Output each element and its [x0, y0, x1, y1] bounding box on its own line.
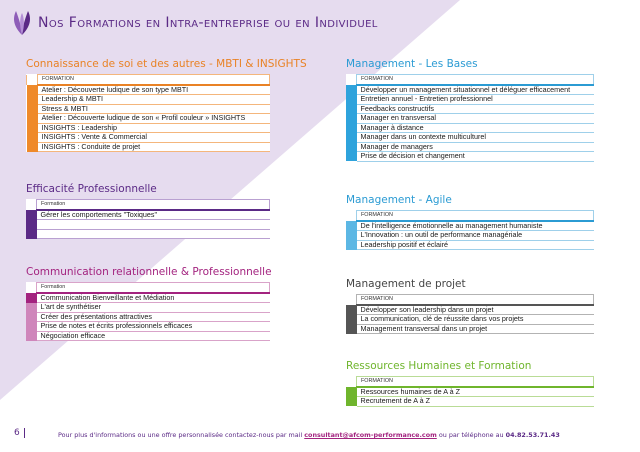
section-title: Communication relationnelle & Professionnelle	[26, 266, 272, 278]
table-header: Formation	[37, 200, 270, 210]
table-row: Entretien annuel - Entretien professionnel	[346, 95, 594, 105]
table-row: Management transversal dans un projet	[346, 324, 594, 334]
table-row: Atelier : Découverte ludique de son type MBTI	[27, 85, 270, 95]
section-efficacite	[26, 183, 270, 239]
table-row	[26, 220, 270, 230]
table-row: De l'intelligence émotionnelle au management humaniste	[346, 221, 594, 231]
formation-table	[346, 210, 594, 250]
table-row: Développer un management situationnel et déléguer efficacement	[346, 85, 594, 95]
table-row: Communication Bienveillante et Médiation	[26, 293, 270, 303]
section-title: Management - Les Bases	[346, 58, 478, 70]
section-communication	[26, 266, 270, 341]
table-row: Prise de décision et changement	[346, 152, 594, 162]
section-management-agile	[346, 194, 594, 250]
table-row: Prise de notes et écrits professionnels efficaces	[26, 322, 270, 332]
table-header: FORMATION	[38, 75, 270, 85]
table-row: Leadership positif et éclairé	[346, 240, 594, 250]
table-row: INSIGHTS : Conduite de projet	[27, 142, 270, 152]
section-ressources-humaines	[346, 360, 594, 407]
formation-table	[26, 74, 270, 152]
table-row: Manager à distance	[346, 123, 594, 133]
formation-table	[346, 294, 594, 334]
page-number: 6	[14, 428, 25, 438]
formation-table	[26, 282, 270, 341]
table-header: FORMATION	[357, 211, 594, 221]
section-mbti	[26, 58, 307, 152]
table-row: Leadership & MBTI	[27, 95, 270, 105]
table-row: Négociation efficace	[26, 331, 270, 341]
section-title: Efficacité Professionnelle	[26, 183, 157, 195]
page-footer	[0, 427, 640, 445]
table-row: Ressources humaines de A à Z	[346, 387, 594, 397]
table-row: Gérer les comportements "Toxiques"	[26, 210, 270, 220]
section-title: Management de projet	[346, 278, 466, 290]
section-management-projet	[346, 278, 594, 334]
table-header: FORMATION	[357, 295, 594, 305]
table-row: Recrutement de A à Z	[346, 397, 594, 407]
table-row: Développer son leadership dans un projet	[346, 305, 594, 315]
table-row: Atelier : Découverte ludique de son « Profil couleur » INSIGHTS	[27, 114, 270, 124]
table-row: Feedbacks constructifs	[346, 104, 594, 114]
section-management-bases	[346, 58, 594, 162]
section-title: Connaissance de soi et des autres - MBTI & INSIGHTS	[26, 58, 307, 70]
table-row: La communication, clé de réussite dans vos projets	[346, 315, 594, 325]
table-row: INSIGHTS : Vente & Commercial	[27, 133, 270, 143]
formation-table	[346, 74, 594, 162]
table-header: Formation	[37, 283, 270, 293]
page-title: Nos Formations en Intra-entreprise ou en Individuel	[38, 15, 378, 31]
section-title: Management - Agile	[346, 194, 452, 206]
phone-number: 04.82.53.71.43	[505, 431, 560, 439]
email-link[interactable]: consultant@afcom-performance.com	[304, 431, 437, 439]
table-row: INSIGHTS : Leadership	[27, 123, 270, 133]
table-header: FORMATION	[357, 75, 594, 85]
table-row: Manager en transversal	[346, 114, 594, 124]
table-header: FORMATION	[357, 377, 594, 387]
section-title: Ressources Humaines et Formation	[346, 360, 532, 372]
table-row: L'Innovation : un outil de performance managériale	[346, 231, 594, 241]
lotus-logo-icon	[10, 9, 34, 37]
table-row: Créer des présentations attractives	[26, 312, 270, 322]
table-row: Stress & MBTI	[27, 104, 270, 114]
footer-text: Pour plus d'informations ou une offre personnalisée contactez-nous par mail	[58, 431, 303, 439]
formation-table	[26, 199, 270, 239]
footer-text-2: ou par téléphone au	[438, 431, 504, 439]
table-row: L'art de synthétiser	[26, 303, 270, 313]
table-row	[26, 229, 270, 239]
footer-contact	[58, 431, 560, 439]
table-row: Manager de managers	[346, 142, 594, 152]
formation-table	[346, 376, 594, 407]
page-header	[10, 6, 378, 40]
table-row: Manager dans un contexte multiculturel	[346, 133, 594, 143]
